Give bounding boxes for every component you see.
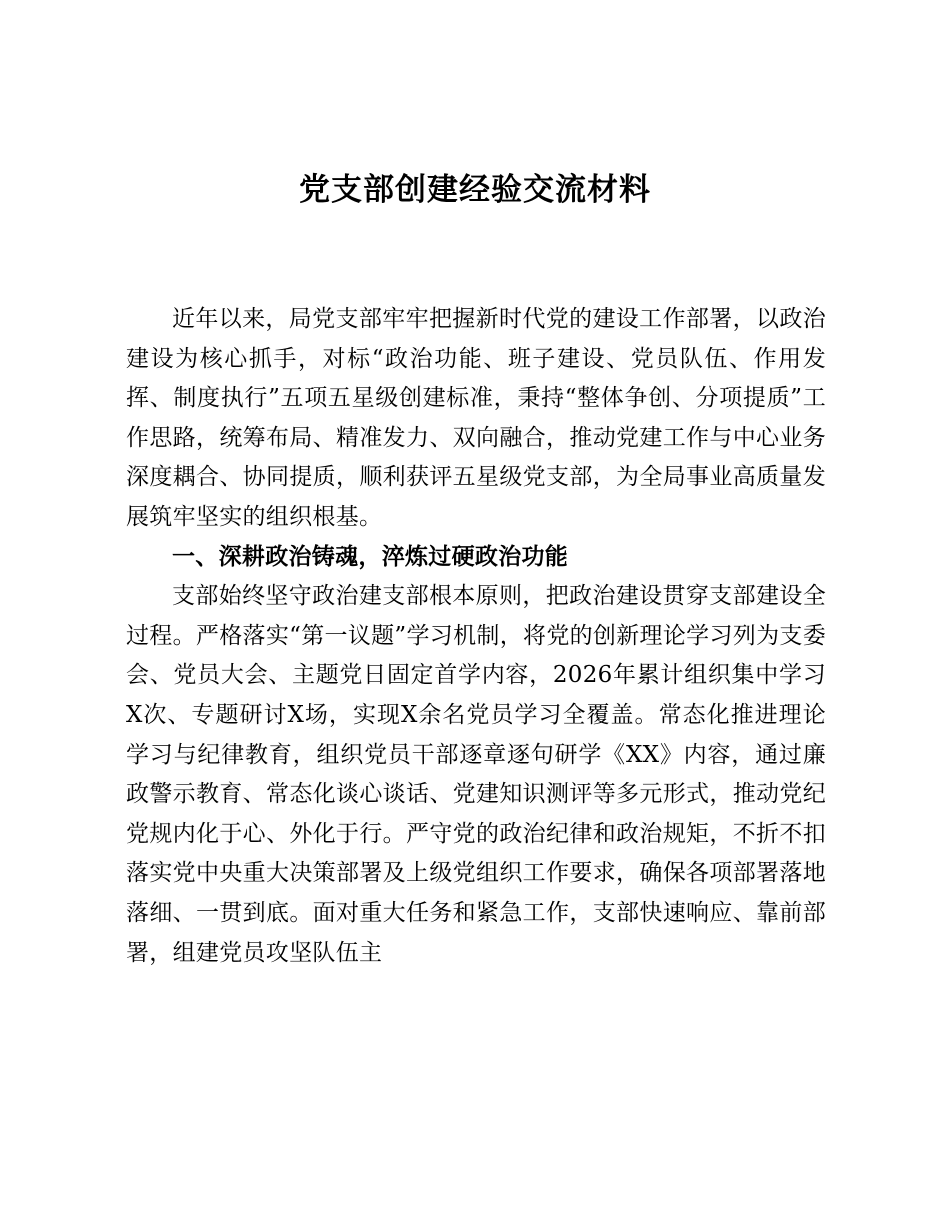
section-heading: 一、深耕政治铸魂，淬炼过硬政治功能 — [172, 543, 569, 570]
intro-paragraph: 近年以来，局党支部牢牢把握新时代党的建设工作部署，以政治建设为核心抓手，对标“政治功能、班子建设、党员队伍、作用发挥、制度执行”五项五星级创建标准，秉持“整体争创、分项提质”工作思路，统筹布局、精准发力、双向融合，推动党建工作与中心业务深度耦合、协同提质，顺利获评五星级党支部，为全局事业高质量发展筑牢坚实的组织根基。 — [126, 306, 826, 530]
document-title: 党支部创建经验交流材料 — [299, 172, 651, 208]
document-body — [126, 300, 826, 973]
section-paragraph: 支部始终坚守政治建支部根本原则，把政治建设贯穿支部建设全过程。严格落实“第一议题”学习机制，将党的创新理论学习列为支委会、党员大会、主题党日固定首学内容，2026年累计组织集中学习X次、专题研讨X场，实现X余名党员学习全覆盖。常态化推进理论学习与纪律教育，组织党员干部逐章逐句研学《XX》内容，通过廉政警示教育、常态化谈心谈话、党建知识测评等多元形式，推动党纪党规内化于心、外化于行。严守党的政治纪律和政治规矩，不折不扣落实党中央重大决策部署及上级党组织工作要求，确保各项部署落地落细、一贯到底。面对重大任务和紧急工作，支部快速响应、靠前部署，组建党员攻坚队伍主 — [126, 583, 826, 966]
